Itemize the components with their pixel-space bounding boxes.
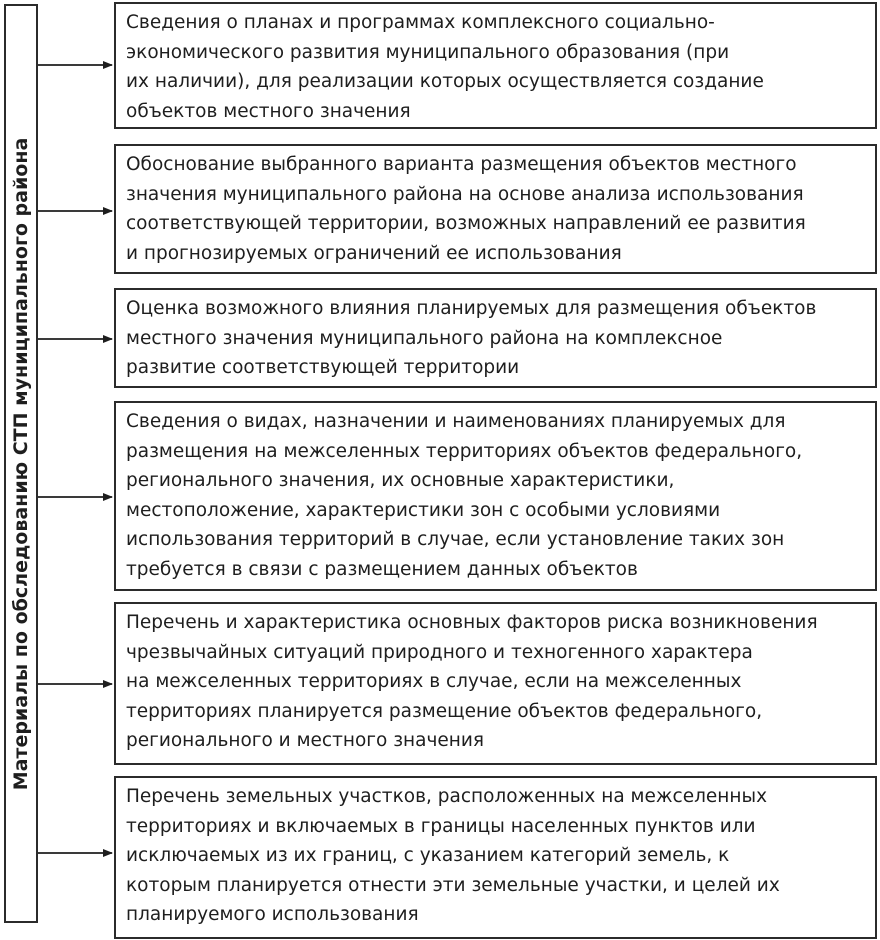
materials-item-box: Обоснование выбранного варианта размещения объектов местного значения муниципального района на основе анализа использования соответствующей территории, возможных направлений ее развития и прогнозируемых ограничений ее использования bbox=[114, 144, 877, 274]
materials-item-box: Сведения о планах и программах комплексного социально- экономического развития муниципального образования (при их наличии), для реализации которых осуществляется создание объектов местного значения bbox=[114, 2, 877, 129]
materials-item-box: Перечень земельных участков, расположенных на межселенных территориях и включаемых в границы населенных пунктов или исключаемых из их границ, с указанием категорий земель, к которым планируется отнести эти земельные участки, и целей их планируемого использования bbox=[114, 776, 877, 939]
side-header-label: Материалы по обследованию СТП муниципального района bbox=[10, 137, 32, 790]
materials-item-box: Оценка возможного влияния планируемых для размещения объектов местного значения муниципального района на комплексное развитие соответствующей территории bbox=[114, 288, 877, 388]
materials-item-box: Перечень и характеристика основных факторов риска возникновения чрезвычайных ситуаций природного и техногенного характера на межселенных территориях в случае, если на межселенных территориях планируется размещение объектов федерального, регионального и местного значения bbox=[114, 602, 877, 765]
materials-item-box: Сведения о видах, назначении и наименованиях планируемых для размещения на межселенных территориях объектов федерального, регионального значения, их основные характеристики, местоположение, характеристики зон с особыми условиями использования территорий в случае, если установление таких зон требуется в связи с размещением данных объектов bbox=[114, 401, 877, 591]
